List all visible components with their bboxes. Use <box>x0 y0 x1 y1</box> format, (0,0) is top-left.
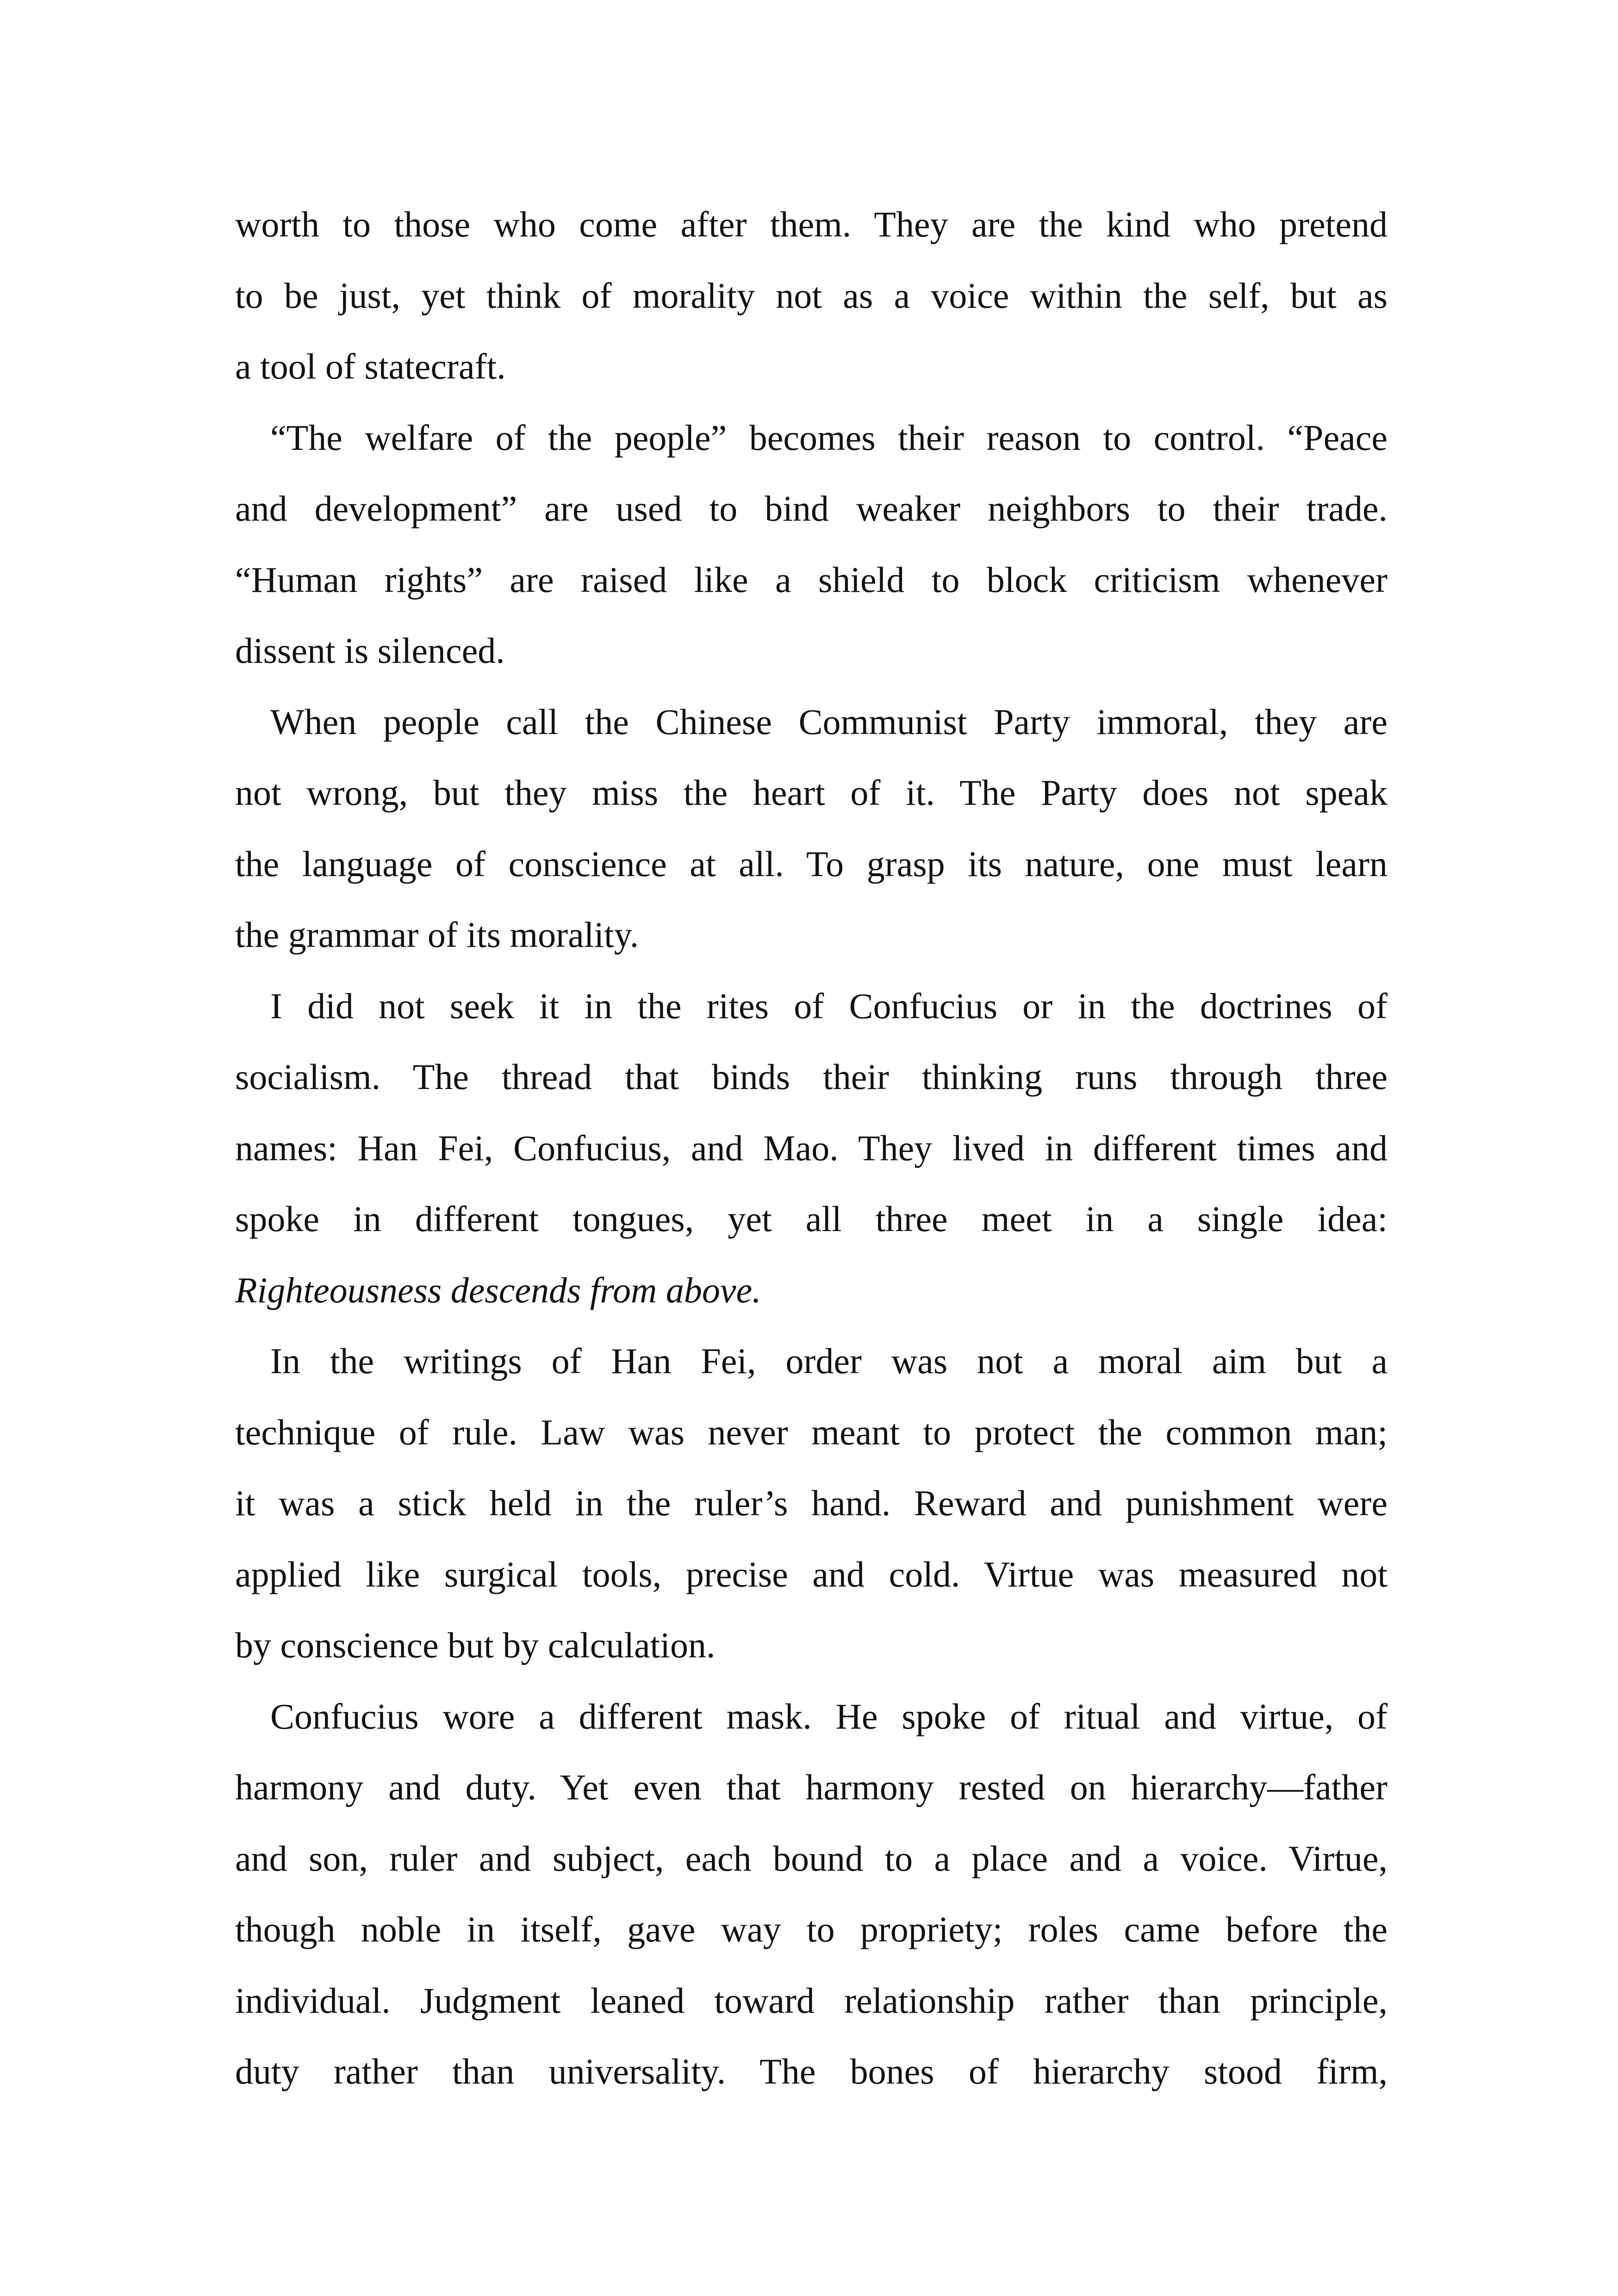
text-line: dissent is silenced. <box>235 630 505 671</box>
paragraph-1 <box>235 189 1388 402</box>
text-line: it was a stick held in the ruler’s hand. Reward and punishment were <box>235 1483 1388 1523</box>
text-line: harmony and duty. Yet even that harmony rested on hierarchy—father <box>235 1767 1388 1807</box>
text-line: not wrong, but they miss the heart of it. The Party does not speak <box>235 772 1388 813</box>
text-line: the grammar of its morality. <box>235 915 639 955</box>
text-line: “The welfare of the people” becomes their reason to control. “Peace <box>270 417 1388 458</box>
text-line: duty rather than universality. The bones of hierarchy stood firm, <box>235 2051 1388 2091</box>
text-line: the language of conscience at all. To grasp its nature, one must learn <box>235 843 1388 884</box>
text-line: In the writings of Han Fei, order was not a moral aim but a <box>270 1341 1388 1381</box>
text-line: applied like surgical tools, precise and cold. Virtue was measured not <box>235 1554 1388 1594</box>
paragraph-2 <box>235 402 1388 686</box>
text-line: individual. Judgment leaned toward relationship rather than principle, <box>235 1980 1388 2021</box>
text-line: “Human rights” are raised like a shield to block criticism whenever <box>235 559 1388 600</box>
text-line: socialism. The thread that binds their thinking runs through three <box>235 1057 1388 1097</box>
text-line: by conscience but by calculation. <box>235 1625 716 1665</box>
text-line: worth to those who come after them. They are the kind who pretend <box>235 204 1388 244</box>
paragraph-6 <box>235 1681 1388 2107</box>
text-line: and son, ruler and subject, each bound to a place and a voice. Virtue, <box>235 1838 1388 1879</box>
text-line: When people call the Chinese Communist Party immoral, they are <box>270 701 1388 742</box>
text-line: a tool of statecraft. <box>235 346 506 386</box>
paragraph-5 <box>235 1325 1388 1681</box>
paragraph-3 <box>235 686 1388 971</box>
text-line: I did not seek it in the rites of Confucius or in the doctrines of <box>270 985 1388 1026</box>
text-line: technique of rule. Law was never meant to protect the common man; <box>235 1412 1388 1452</box>
italic-emphasis-line: Righteousness descends from above. <box>235 1269 761 1310</box>
body-text <box>235 189 1388 2107</box>
text-line: though noble in itself, gave way to propriety; roles came before the <box>235 1909 1388 1949</box>
text-line: Confucius wore a different mask. He spoke of ritual and virtue, of <box>270 1696 1388 1736</box>
text-line: and development” are used to bind weaker neighbors to their trade. <box>235 488 1388 529</box>
text-line: spoke in different tongues, yet all three meet in a single idea: <box>235 1199 1388 1239</box>
text-line: names: Han Fei, Confucius, and Mao. They lived in different times and <box>235 1127 1388 1168</box>
paragraph-4 <box>235 971 1388 1326</box>
text-line: to be just, yet think of morality not as a voice within the self, but as <box>235 275 1388 316</box>
